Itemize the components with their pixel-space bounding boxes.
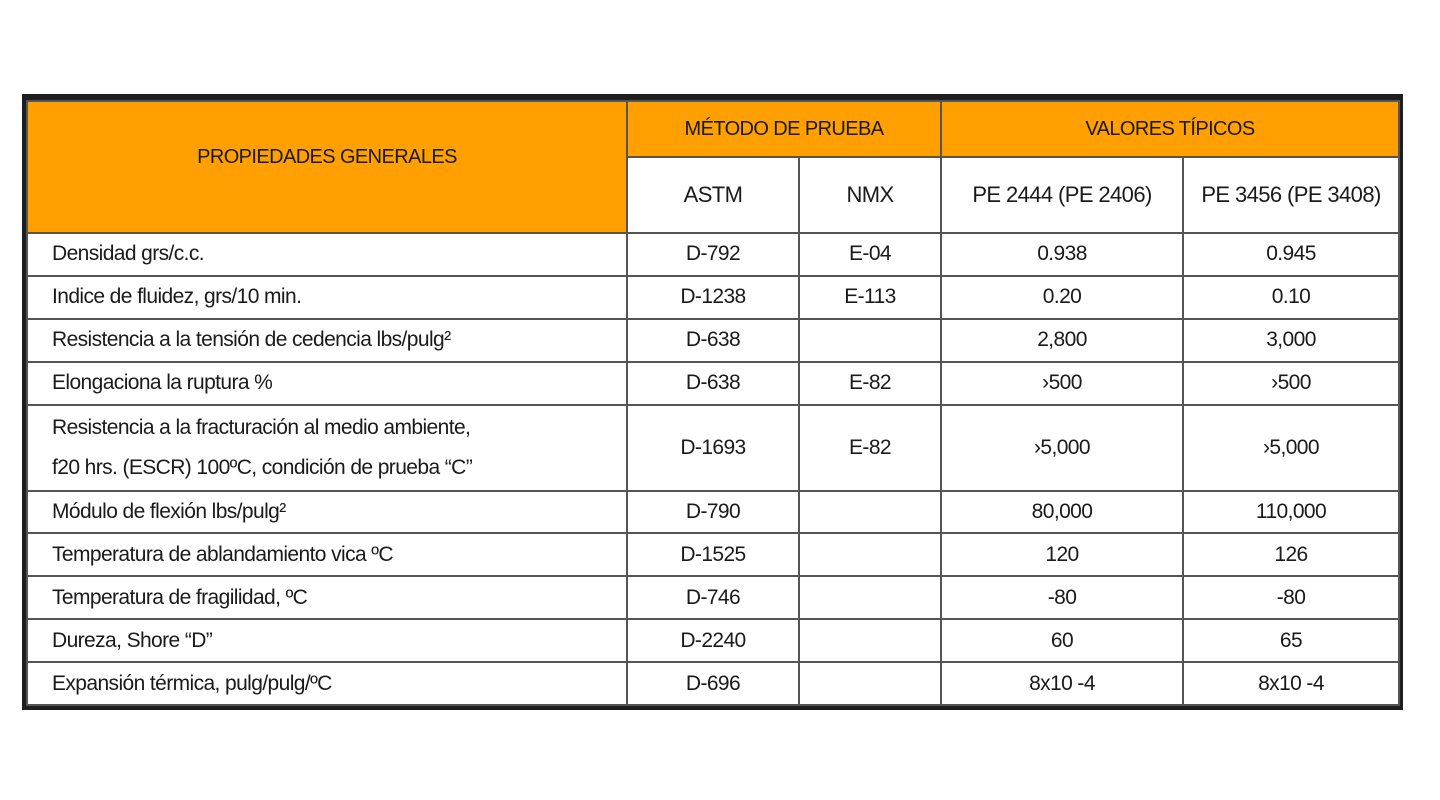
property-cell — [27, 405, 627, 491]
properties-table — [26, 100, 1400, 706]
property-cell: Módulo de flexión lbs/pulg² — [27, 491, 627, 534]
pe1-cell: 0.20 — [941, 276, 1183, 319]
nmx-cell — [799, 662, 941, 705]
astm-cell: D-1238 — [627, 276, 799, 319]
pe2-cell: ›500 — [1183, 362, 1399, 405]
astm-cell: D-792 — [627, 233, 799, 276]
pe2-cell: 0.10 — [1183, 276, 1399, 319]
table-row — [27, 276, 1399, 319]
astm-cell: D-638 — [627, 362, 799, 405]
nmx-cell — [799, 576, 941, 619]
table-row — [27, 576, 1399, 619]
nmx-cell: E-82 — [799, 405, 941, 491]
table-row — [27, 619, 1399, 662]
pe1-cell: ›5,000 — [941, 405, 1183, 491]
pe2-cell: 8x10 -4 — [1183, 662, 1399, 705]
nmx-cell: E-113 — [799, 276, 941, 319]
header-astm: ASTM — [627, 157, 799, 233]
property-cell: Expansión térmica, pulg/pulg/ºC — [27, 662, 627, 705]
astm-cell: D-696 — [627, 662, 799, 705]
astm-cell: D-790 — [627, 491, 799, 534]
pe1-cell: 2,800 — [941, 319, 1183, 362]
pe2-cell: -80 — [1183, 576, 1399, 619]
header-values-group: VALORES TÍPICOS — [941, 101, 1399, 157]
nmx-cell — [799, 319, 941, 362]
table-row — [27, 362, 1399, 405]
pe2-cell: 65 — [1183, 619, 1399, 662]
table-row — [27, 405, 1399, 491]
header-pe1: PE 2444 (PE 2406) — [941, 157, 1183, 233]
table-row — [27, 491, 1399, 534]
header-nmx: NMX — [799, 157, 941, 233]
pe1-cell: 0.938 — [941, 233, 1183, 276]
property-cell: Indice de fluidez, grs/10 min. — [27, 276, 627, 319]
property-line-2: f20 hrs. (ESCR) 100ºC, condición de prueba “C” — [52, 455, 473, 479]
pe2-cell: 3,000 — [1183, 319, 1399, 362]
pe1-cell: 60 — [941, 619, 1183, 662]
astm-cell: D-638 — [627, 319, 799, 362]
table-row — [27, 319, 1399, 362]
table-row — [27, 662, 1399, 705]
table-row — [27, 233, 1399, 276]
property-cell: Dureza, Shore “D” — [27, 619, 627, 662]
property-cell: Resistencia a la tensión de cedencia lbs/pulg² — [27, 319, 627, 362]
header-pe2: PE 3456 (PE 3408) — [1183, 157, 1399, 233]
table-row — [27, 533, 1399, 576]
pe2-cell: 110,000 — [1183, 491, 1399, 534]
header-method-group: MÉTODO DE PRUEBA — [627, 101, 941, 157]
header-properties: PROPIEDADES GENERALES — [27, 101, 627, 233]
nmx-cell: E-82 — [799, 362, 941, 405]
pe2-cell: 0.945 — [1183, 233, 1399, 276]
pe1-cell: 120 — [941, 533, 1183, 576]
pe1-cell: -80 — [941, 576, 1183, 619]
properties-table-frame — [22, 94, 1403, 710]
astm-cell: D-746 — [627, 576, 799, 619]
pe2-cell: 126 — [1183, 533, 1399, 576]
nmx-cell — [799, 533, 941, 576]
astm-cell: D-1693 — [627, 405, 799, 491]
pe2-cell: ›5,000 — [1183, 405, 1399, 491]
astm-cell: D-2240 — [627, 619, 799, 662]
pe1-cell: 8x10 -4 — [941, 662, 1183, 705]
property-cell: Elongaciona la ruptura % — [27, 362, 627, 405]
nmx-cell — [799, 491, 941, 534]
pe1-cell: 80,000 — [941, 491, 1183, 534]
property-line-1: Resistencia a la fracturación al medio ambiente, — [52, 415, 471, 439]
property-cell: Temperatura de fragilidad, ºC — [27, 576, 627, 619]
astm-cell: D-1525 — [627, 533, 799, 576]
property-cell: Temperatura de ablandamiento vica ºC — [27, 533, 627, 576]
property-cell: Densidad grs/c.c. — [27, 233, 627, 276]
nmx-cell: E-04 — [799, 233, 941, 276]
nmx-cell — [799, 619, 941, 662]
pe1-cell: ›500 — [941, 362, 1183, 405]
